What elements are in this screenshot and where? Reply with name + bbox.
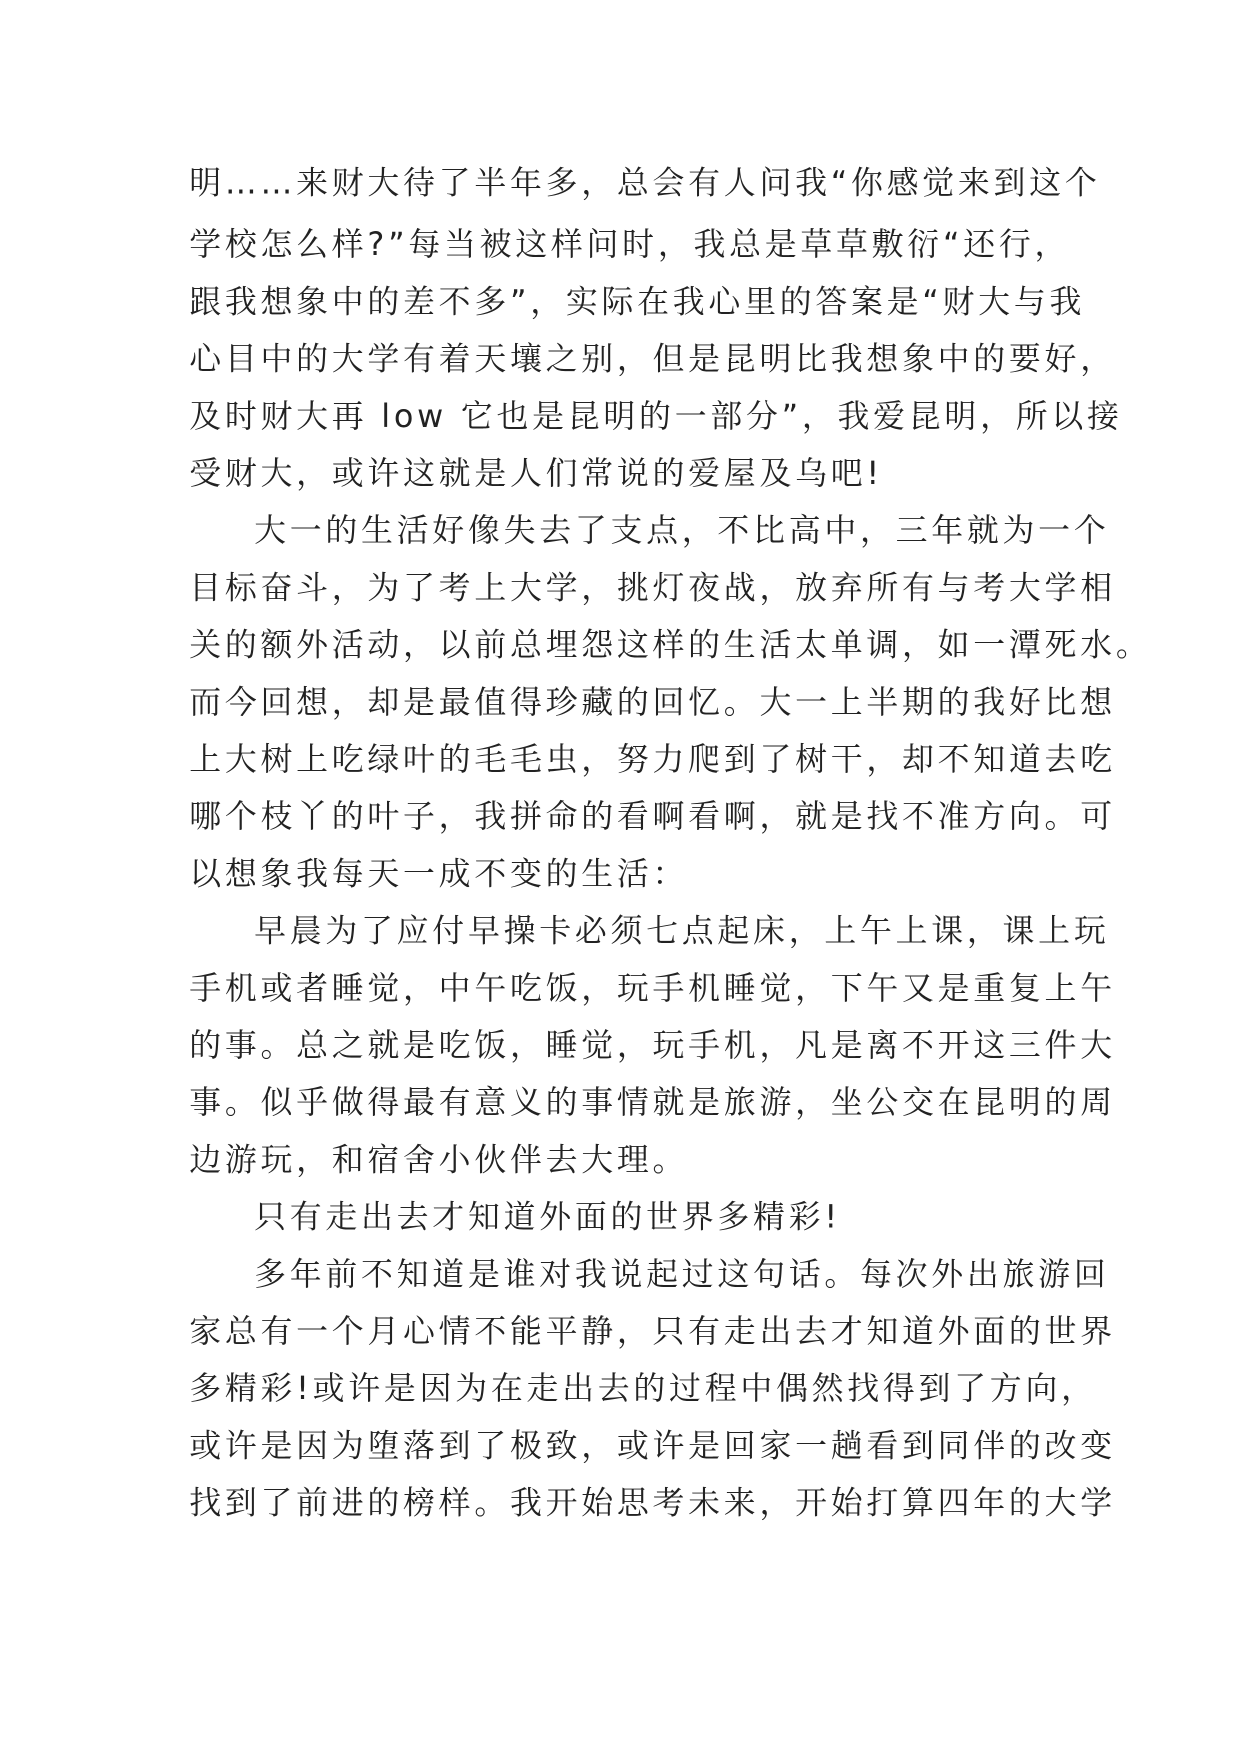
text-line: 手机或者睡觉，中午吃饭，玩手机睡觉，下午又是重复上午	[189, 969, 1116, 1007]
text-line: 事。似乎做得最有意义的事情就是旅游，坐公交在昆明的周	[189, 1083, 1116, 1121]
text-line: 而今回想，却是最值得珍藏的回忆。大一上半期的我好比想	[189, 683, 1116, 721]
text-line: 受财大，或许这就是人们常说的爱屋及乌吧!	[189, 454, 883, 492]
text-line: 及时财大再 low 它也是昆明的一部分”，我爱昆明，所以接	[189, 397, 1123, 435]
text-line: 只有走出去才知道外面的世界多精彩!	[254, 1197, 841, 1236]
text-line: 哪个枝丫的叶子，我拼命的看啊看啊，就是找不准方向。可	[189, 797, 1116, 835]
text-line: 的事。总之就是吃饭，睡觉，玩手机，凡是离不开这三件大	[189, 1026, 1116, 1064]
text-line: 多精彩!或许是因为在走出去的过程中偶然找得到了方向，	[189, 1369, 1097, 1407]
text-line: 跟我想象中的差不多”，实际在我心里的答案是“财大与我	[189, 282, 1086, 321]
text-line: 早晨为了应付早操卡必须七点起床，上午上课，课上玩	[254, 911, 1110, 950]
text-line: 关的额外活动，以前总埋怨这样的生活太单调，如一潭死水。	[189, 625, 1152, 664]
text-line: 明……来财大待了半年多，总会有人问我“你感觉来到这个	[189, 163, 1101, 202]
text-line: 边游玩，和宿舍小伙伴去大理。	[189, 1140, 689, 1179]
text-line: 心目中的大学有着天壤之别，但是昆明比我想象中的要好，	[189, 339, 1116, 378]
text-line: 目标奋斗，为了考上大学，挑灯夜战，放弃所有与考大学相	[189, 568, 1116, 607]
text-line: 或许是因为堕落到了极致，或许是回家一趟看到同伴的改变	[189, 1426, 1116, 1465]
text-line: 大一的生活好像失去了支点，不比高中，三年就为一个	[254, 511, 1110, 549]
text-line: 以想象我每天一成不变的生活：	[189, 854, 689, 893]
text-line: 家总有一个月心情不能平静，只有走出去才知道外面的世界	[189, 1312, 1116, 1350]
text-line: 学校怎么样?”每当被这样问时，我总是草草敷衍“还行，	[189, 225, 1071, 263]
text-line: 找到了前进的榜样。我开始思考未来，开始打算四年的大学	[189, 1483, 1116, 1522]
text-line: 多年前不知道是谁对我说起过这句话。每次外出旅游回	[254, 1255, 1110, 1293]
text-line: 上大树上吃绿叶的毛毛虫，努力爬到了树干，却不知道去吃	[189, 740, 1116, 778]
